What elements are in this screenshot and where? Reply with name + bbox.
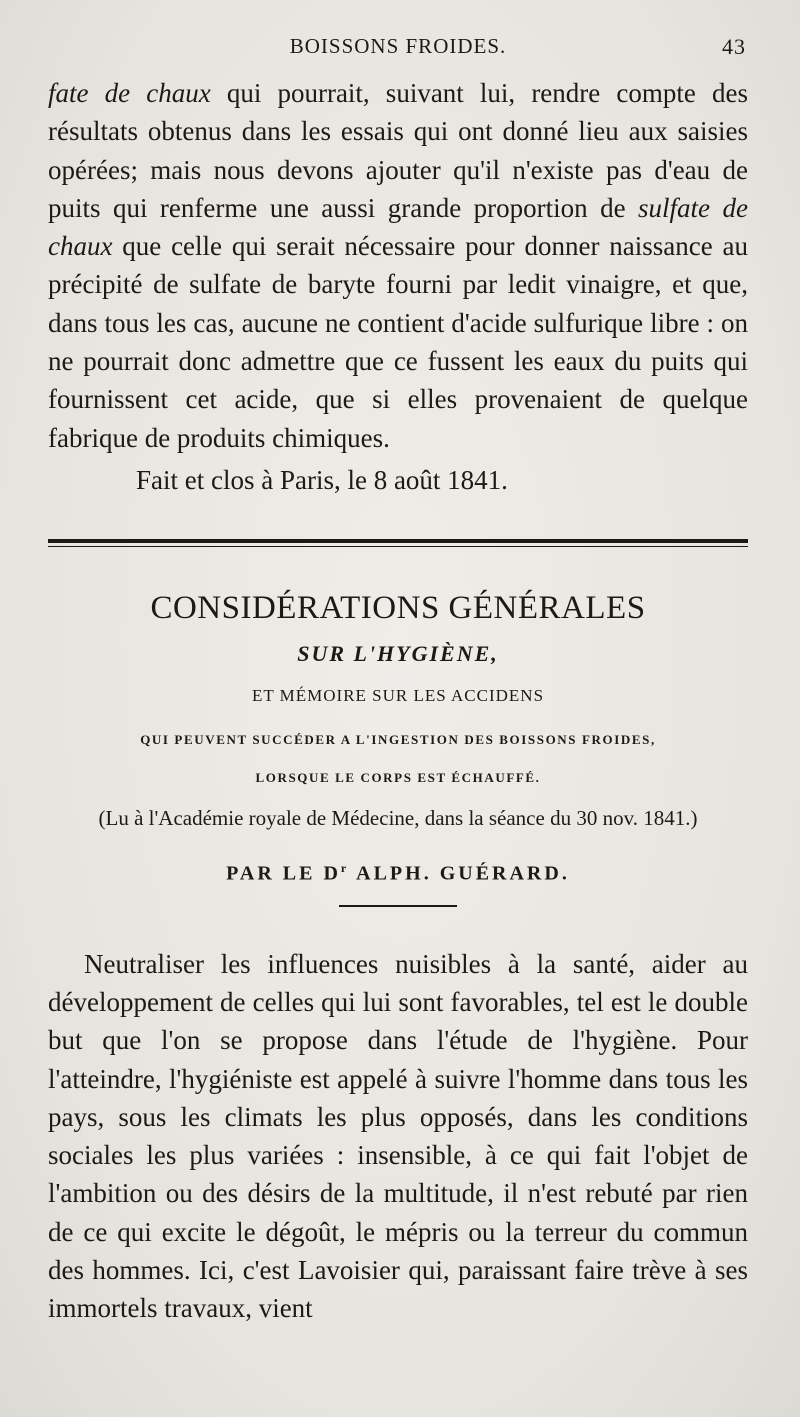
paragraph-introduction: Neutraliser les influences nuisibles à la santé, aider au développement de celles qui lui sont favorables, tel est le double but que l'on se propose dans l'étude de l'hygiène. Pour l'atteindre, l'hygiéniste est appelé à suivre l'homme dans tous les pays, sous les climats les plus opposés, dans les conditions sociales les plus variées : insensible, à ce qui fait l'objet de l'ambition ou des désirs de la multitude, il n'est rebuté par rien de ce qui excite le dégoût, le mépris ou la terreur du commun des hommes. Ici, c'est Lavoisier qui, paraissant faire trève à ses immortels travaux, vient bbox=[48, 948, 748, 1324]
author-prefix: PAR LE D bbox=[226, 863, 341, 886]
article-title: CONSIDÉRATIONS GÉNÉRALES bbox=[150, 590, 646, 627]
running-head bbox=[48, 34, 748, 74]
paragraph-text-2: que celle qui serait nécessaire pour donner naissance au précipité de sulfate de baryte fourni par ledit vinaigre, et que, dans tous les cas, aucune ne contient d'acide sulfurique libre : on ne pourrait donc admettre que ce fussent les eaux du puits qui fournissent cet acide, que si elles provenaient de quelque fabrique de produits chimiques. bbox=[48, 231, 748, 453]
article-subtitle: SUR L'HYGIÈNE, bbox=[297, 641, 499, 667]
author-line bbox=[48, 853, 748, 889]
article-title-line4: QUI PEUVENT SUCCÉDER A L'INGESTION DES BOISSONS FROIDES, bbox=[140, 732, 656, 748]
paragraph-text-1: qui pourrait, suivant lui, rendre compte des résultats obtenus dans les essais qui ont donné lieu aux saisies opérées; mais nous devons ajouter qu'il n'existe pas d'eau de puits qui renferme une aussi grande proportion de bbox=[48, 78, 748, 223]
author-rule bbox=[339, 905, 457, 907]
italic-term-2: sulfate de chaux bbox=[48, 192, 748, 262]
signoff-date: Fait et clos à Paris, le 8 août 1841. bbox=[136, 464, 508, 495]
paragraph-continuation bbox=[48, 74, 748, 457]
italic-term-1: fate de chaux bbox=[48, 78, 211, 108]
section-rule-thin bbox=[48, 546, 748, 548]
author-name: ALPH. GUÉRARD. bbox=[349, 863, 570, 886]
running-head-title: BOISSONS FROIDES. bbox=[289, 34, 507, 58]
article-title-line3: ET MÉMOIRE SUR LES ACCIDENS bbox=[251, 686, 545, 706]
section-rule-thick bbox=[48, 539, 748, 543]
author-prefix-sup: r bbox=[340, 861, 350, 876]
page-number: 43 bbox=[722, 34, 746, 59]
reading-note: (Lu à l'Académie royale de Médecine, dans la séance du 30 nov. 1841.) bbox=[98, 806, 698, 831]
article-title-line5: LORSQUE LE CORPS EST ÉCHAUFFÉ. bbox=[255, 770, 541, 786]
